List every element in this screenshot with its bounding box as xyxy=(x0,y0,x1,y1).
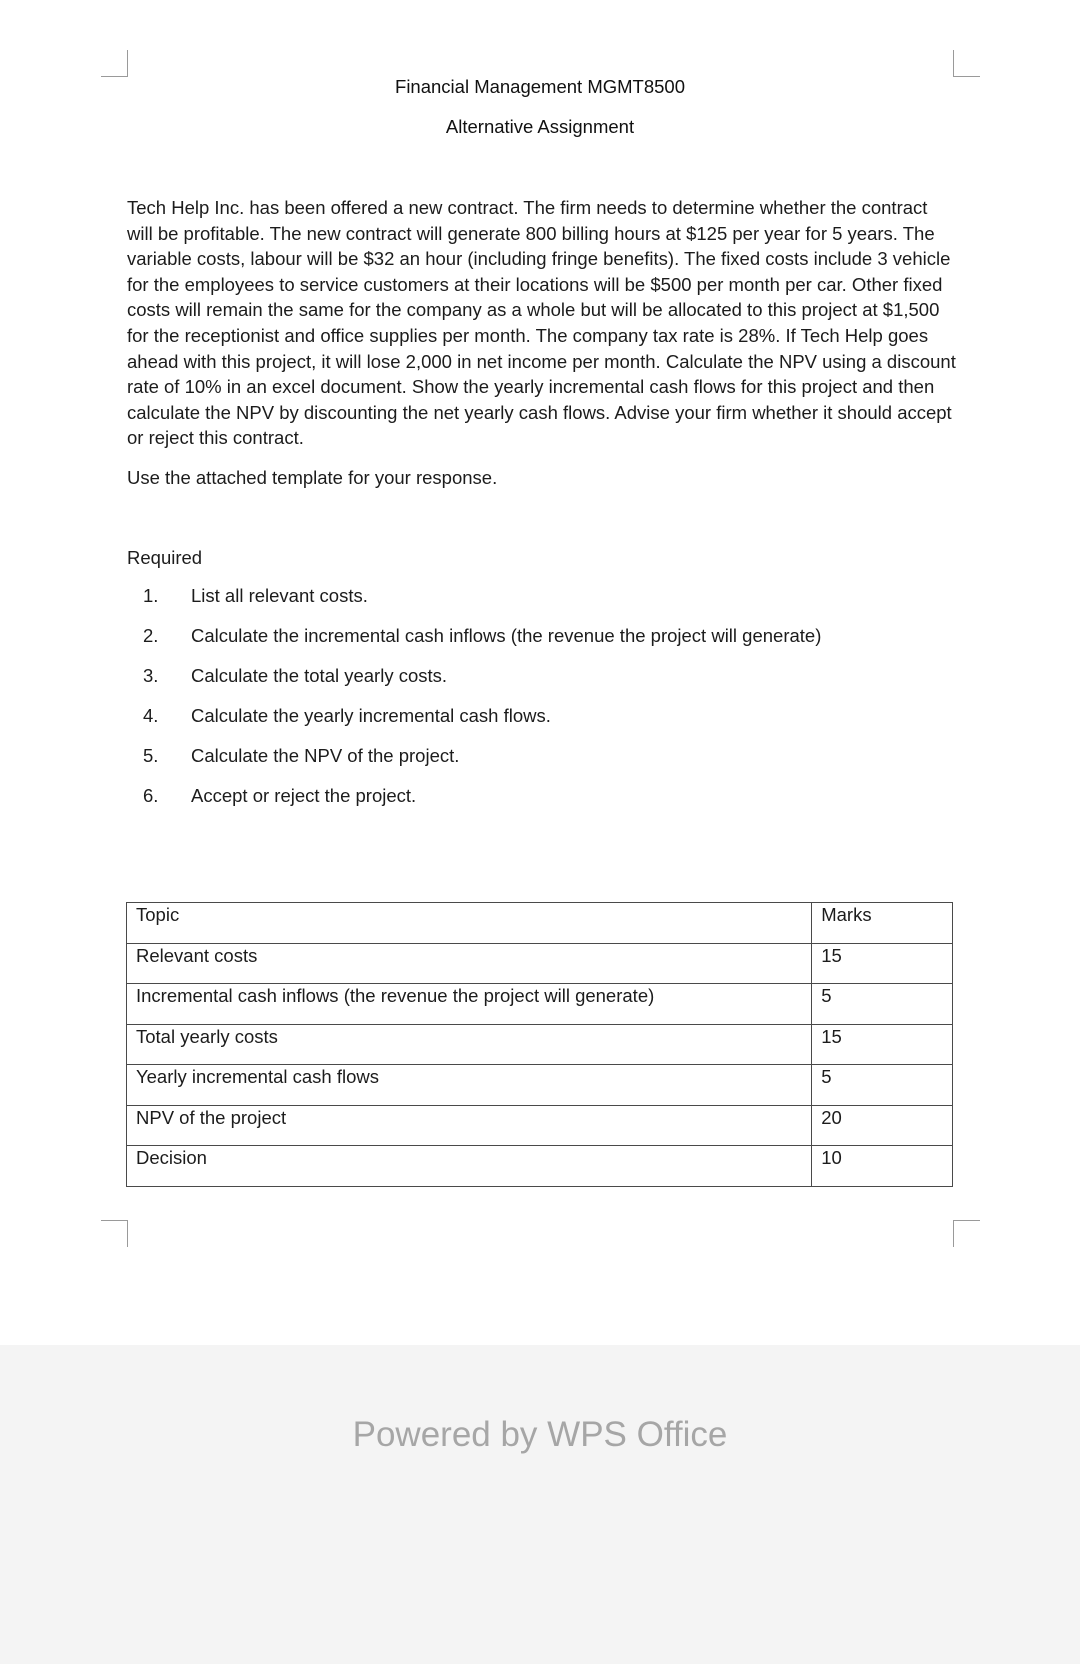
viewer-footer xyxy=(0,1345,1080,1664)
document-title: Financial Management MGMT8500 xyxy=(395,76,685,97)
required-list-item xyxy=(127,743,957,783)
table-cell-marks: 20 xyxy=(812,1105,953,1146)
list-item-number: 4. xyxy=(143,705,159,726)
list-item-number: 5. xyxy=(143,745,159,766)
list-item-number: 1. xyxy=(143,585,159,606)
list-item-number: 6. xyxy=(143,785,159,806)
required-list-item xyxy=(127,783,957,823)
list-item-number: 2. xyxy=(143,625,159,646)
page-corner-mark-top-right xyxy=(953,50,980,77)
table-row xyxy=(127,1105,953,1146)
list-item-text: Calculate the incremental cash inflows (the revenue the project will generate) xyxy=(191,625,822,646)
table-row xyxy=(127,1065,953,1106)
marks-table xyxy=(126,902,953,1187)
table-cell-marks: 10 xyxy=(812,1146,953,1187)
table-header-marks: Marks xyxy=(812,903,953,944)
document-subtitle: Alternative Assignment xyxy=(445,116,635,137)
list-item-text: Accept or reject the project. xyxy=(191,785,417,806)
table-cell-topic: Incremental cash inflows (the revenue the project will generate) xyxy=(127,984,812,1025)
page-corner-mark-top-left xyxy=(101,50,128,77)
table-row xyxy=(127,984,953,1025)
required-list-item xyxy=(127,623,957,663)
list-item-text: Calculate the yearly incremental cash flows. xyxy=(191,705,551,726)
table-header-topic: Topic xyxy=(127,903,812,944)
table-cell-topic: Decision xyxy=(127,1146,812,1187)
required-list xyxy=(127,583,957,823)
list-item-text: List all relevant costs. xyxy=(191,585,368,606)
powered-by-text: Powered by WPS Office xyxy=(352,1415,728,1454)
table-cell-topic: Total yearly costs xyxy=(127,1024,812,1065)
page-corner-mark-bottom-right xyxy=(953,1220,980,1247)
table-cell-topic: Yearly incremental cash flows xyxy=(127,1065,812,1106)
table-cell-topic: NPV of the project xyxy=(127,1105,812,1146)
template-note: Use the attached template for your response. xyxy=(127,467,498,488)
table-row xyxy=(127,1024,953,1065)
table-cell-marks: 15 xyxy=(812,1024,953,1065)
page-corner-mark-bottom-left xyxy=(101,1220,128,1247)
table-header-row xyxy=(127,903,953,944)
table-row xyxy=(127,943,953,984)
table-cell-marks: 5 xyxy=(812,1065,953,1106)
assignment-paragraph: Tech Help Inc. has been offered a new contract. The firm needs to determine whether the contract will be profitable. The new contract will generate 800 billing hours at $125 per year for 5 years. The variable costs, labour will be $32 an hour (including fringe benefits). The fixed costs include 3 vehicle for the employees to service customers at their locations will be $500 per month per car. Other fixed costs will remain the same for the company as a whole but will be allocated to this project at $1,500 for the receptionist and office supplies per month. The company tax rate is 28%. If Tech Help goes ahead with this project, it will lose 2,000 in net income per month. Calculate the NPV using a discount rate of 10% in an excel document. Show the yearly incremental cash flows for this project and then calculate the NPV by discounting the net yearly cash flows. Advise your firm whether it should accept or reject this contract. xyxy=(127,197,956,449)
list-item-text: Calculate the total yearly costs. xyxy=(191,665,448,686)
table-cell-topic: Relevant costs xyxy=(127,943,812,984)
table-row xyxy=(127,1146,953,1187)
required-list-item xyxy=(127,663,957,703)
required-list-item xyxy=(127,583,957,623)
required-heading: Required xyxy=(127,547,203,568)
required-list-item xyxy=(127,703,957,743)
table-cell-marks: 15 xyxy=(812,943,953,984)
list-item-number: 3. xyxy=(143,665,159,686)
list-item-text: Calculate the NPV of the project. xyxy=(191,745,460,766)
table-cell-marks: 5 xyxy=(812,984,953,1025)
